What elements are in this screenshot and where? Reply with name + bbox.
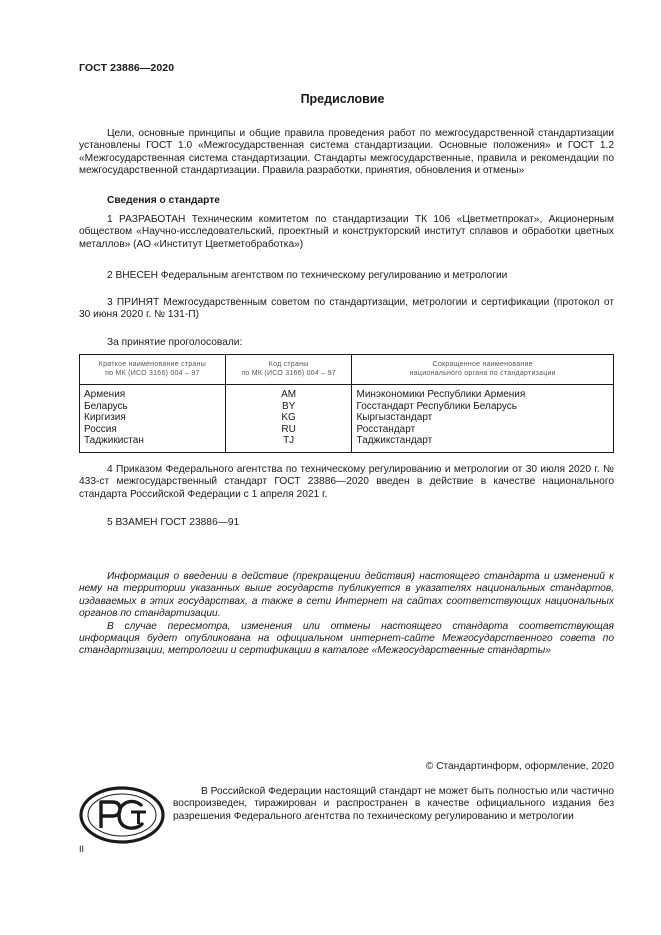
- intro-paragraph: Цели, основные принципы и общие правила проведения работ по межгосударственной стандартизации установлены ГОСТ 1.0 «Межгосударственная система стандартизации. Основные положения» и ГОСТ 1.2 «Межгосударственная система стандартизации. Стандарты межгосударственные, правила и рекомендации по межгосударственной стандартизации. Правила разработки, принятия, обновления и отмены»: [79, 128, 614, 177]
- page-number: II: [79, 844, 85, 854]
- table-row: [80, 385, 614, 401]
- document-code: ГОСТ 23886—2020: [79, 62, 175, 74]
- cell-country: Киргизия: [80, 412, 226, 424]
- table-row: [80, 412, 614, 424]
- section-heading: Сведения о стандарте: [107, 195, 220, 206]
- rst-certification-mark-icon: [79, 786, 165, 844]
- cell-body: Росстандарт: [352, 424, 614, 436]
- item-introduced: 2 ВНЕСЕН Федеральным агентством по техническому регулированию и метрологии: [107, 270, 508, 281]
- cell-code: AM: [225, 385, 352, 401]
- header-body: Сокращенное наименование национального органа по стандартизации: [352, 355, 614, 385]
- votes-table-header: [80, 355, 614, 385]
- cell-body: Таджикстандарт: [352, 435, 614, 452]
- cell-code: RU: [225, 424, 352, 436]
- page-title: Предисловие: [300, 92, 385, 106]
- header-code: Код страны по МК (ИСО 3166) 004 – 97: [225, 355, 352, 385]
- copyright-line: © Стандартинформ, оформление, 2020: [425, 761, 614, 772]
- header-country: Краткое наименование страны по МК (ИСО 3166) 004 – 97: [80, 355, 226, 385]
- item-replaces: 5 ВЗАМЕН ГОСТ 23886—91: [107, 517, 240, 528]
- item-adopted: 3 ПРИНЯТ Межгосударственным советом по стандартизации, метрологии и сертификации (протокол от 30 июня 2020 г. № 131-П): [79, 297, 614, 321]
- cell-country: Россия: [80, 424, 226, 436]
- votes-table: [79, 354, 614, 453]
- cell-body: Кыргызстандарт: [352, 412, 614, 424]
- cell-body: Минэкономики Республики Армения: [352, 385, 614, 401]
- cell-code: BY: [225, 401, 352, 413]
- table-row: [80, 401, 614, 413]
- info-paragraph-revision: В случае пересмотра, изменения или отмены настоящего стандарта соответствующая информация будет опубликована на официальном интернет-сайте Межгосударственного совета по стандартизации, метрологии и сертификации в каталоге «Межгосударственные стандарты»: [79, 620, 614, 657]
- info-block: [79, 571, 614, 658]
- item-developed: 1 РАЗРАБОТАН Техническим комитетом по стандартизации ТК 106 «Цветметпрокат», Акционерным обществом «Научно-исследовательский, проектный и конструкторский институт сплавов и обработки цветных металлов» (АО «Институт Цветметобработка»): [79, 214, 614, 250]
- cell-body: Госстандарт Республики Беларусь: [352, 401, 614, 413]
- copyright-notice: В Российской Федерации настоящий стандарт не может быть полностью или частично воспроизведен, тиражирован и распространен в качестве официального издания без разрешения Федерального агентства по техническому регулированию и метрологии: [173, 786, 614, 822]
- cell-code: TJ: [225, 435, 352, 452]
- table-row: [80, 435, 614, 452]
- cell-country: Армения: [80, 385, 226, 401]
- cell-country: Беларусь: [80, 401, 226, 413]
- cell-country: Таджикистан: [80, 435, 226, 452]
- info-paragraph-publication: Информация о введении в действие (прекращении действия) настоящего стандарта и изменений к нему на территории указанных выше государств публикуется в указателях национальных стандартов, издаваемых в этих государствах, а также в сети Интернет на сайтах соответствующих национальных органов по стандартизации.: [79, 571, 614, 620]
- item-enacted: 4 Приказом Федерального агентства по техническому регулированию и метрологии от 30 июля 2020 г. № 433-ст межгосударственный стандарт ГОСТ 23886—2020 введен в действие в качестве национального стандарта Российской Федерации с 1 апреля 2021 г.: [79, 464, 614, 500]
- table-row: [80, 424, 614, 436]
- votes-label: За принятие проголосовали:: [107, 337, 243, 348]
- cell-code: KG: [225, 412, 352, 424]
